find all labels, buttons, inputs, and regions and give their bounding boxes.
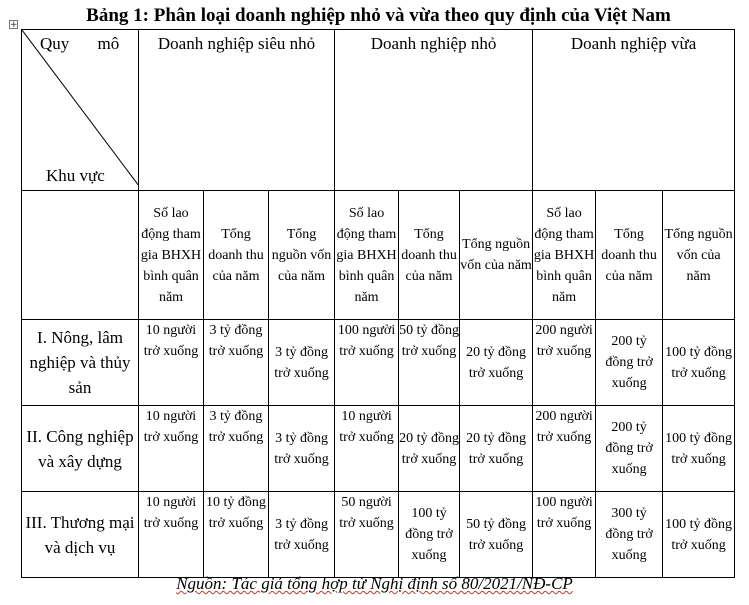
table-cell: 20 tỷ đồng trở xuống [460, 406, 533, 492]
table-cell: 100 người trở xuống [335, 320, 399, 406]
sub-header-cell: Tổng nguồn vốn của năm [663, 191, 735, 320]
row-label: III. Thương mại và dịch vụ [22, 492, 139, 578]
table-cell: 200 tỷ đồng trở xuống [596, 320, 663, 406]
table-cell: 10 người trở xuống [139, 492, 204, 578]
table-cell: 10 tỷ đồng trở xuống [204, 492, 269, 578]
sub-header-cell: Số lao động tham gia BHXH bình quân năm [533, 191, 596, 320]
sme-classification-table [21, 29, 735, 578]
table-cell: 3 tỷ đồng trở xuống [269, 406, 335, 492]
table-cell: 100 tỷ đồng trở xuống [663, 320, 735, 406]
table-cell: 3 tỷ đồng trở xuống [204, 406, 269, 492]
corner-sector-label: Khu vực [46, 166, 105, 185]
sub-header-cell: Tổng nguồn vốn của năm [269, 191, 335, 320]
sub-header-cell: Tổng doanh thu của năm [399, 191, 460, 320]
table-cell: 3 tỷ đồng trở xuống [269, 320, 335, 406]
table-cell: 200 người trở xuống [533, 406, 596, 492]
table-row [22, 320, 735, 406]
table-row [22, 492, 735, 578]
table-cell: 10 người trở xuống [139, 406, 204, 492]
group-header-micro: Doanh nghiệp siêu nhỏ [139, 30, 335, 191]
source-note [0, 573, 749, 595]
corner-header-cell [22, 30, 139, 191]
sub-header-cell: Số lao động tham gia BHXH bình quân năm [139, 191, 204, 320]
sub-header-cell: Tổng nguồn vốn của năm [460, 191, 533, 320]
table-cell: 100 tỷ đồng trở xuống [399, 492, 460, 578]
row-label: I. Nông, lâm nghiệp và thủy sản [22, 320, 139, 406]
sub-header-cell: Tổng doanh thu của năm [204, 191, 269, 320]
table-cell: 50 người trở xuống [335, 492, 399, 578]
table-move-handle-icon[interactable]: + [10, 20, 18, 30]
table-cell: 100 người trở xuống [533, 492, 596, 578]
table-cell: 200 người trở xuống [533, 320, 596, 406]
row-label: II. Công nghiệp và xây dựng [22, 406, 139, 492]
sub-header-cell: Số lao động tham gia BHXH bình quân năm [335, 191, 399, 320]
table-cell: 20 tỷ đồng trở xuống [399, 406, 460, 492]
group-header-small: Doanh nghiệp nhỏ [335, 30, 533, 191]
table-row [22, 406, 735, 492]
table-cell: 50 tỷ đồng trở xuống [399, 320, 460, 406]
table-cell: 200 tỷ đồng trở xuống [596, 406, 663, 492]
group-header-row [22, 30, 735, 191]
table-cell: 20 tỷ đồng trở xuống [460, 320, 533, 406]
corner-scale-label: Quy mô [40, 34, 120, 53]
empty-sub-header-cell [22, 191, 139, 320]
group-header-medium: Doanh nghiệp vừa [533, 30, 735, 191]
sub-header-row [22, 191, 735, 320]
table-cell: 3 tỷ đồng trở xuống [269, 492, 335, 578]
table-cell: 100 tỷ đồng trở xuống [663, 492, 735, 578]
source-text: Nguồn: Tác giả tổng hợp từ Nghị định số 80/2021/NĐ-CP [176, 574, 573, 593]
table-cell: 100 tỷ đồng trở xuống [663, 406, 735, 492]
table-title: Bảng 1: Phân loại doanh nghiệp nhỏ và vừa theo quy định của Việt Nam [86, 5, 671, 26]
table-cell: 3 tỷ đồng trở xuống [204, 320, 269, 406]
table-cell: 300 tỷ đồng trở xuống [596, 492, 663, 578]
table-cell: 50 tỷ đồng trở xuống [460, 492, 533, 578]
table-cell: 10 người trở xuống [335, 406, 399, 492]
table-cell: 10 người trở xuống [139, 320, 204, 406]
sub-header-cell: Tổng doanh thu của năm [596, 191, 663, 320]
